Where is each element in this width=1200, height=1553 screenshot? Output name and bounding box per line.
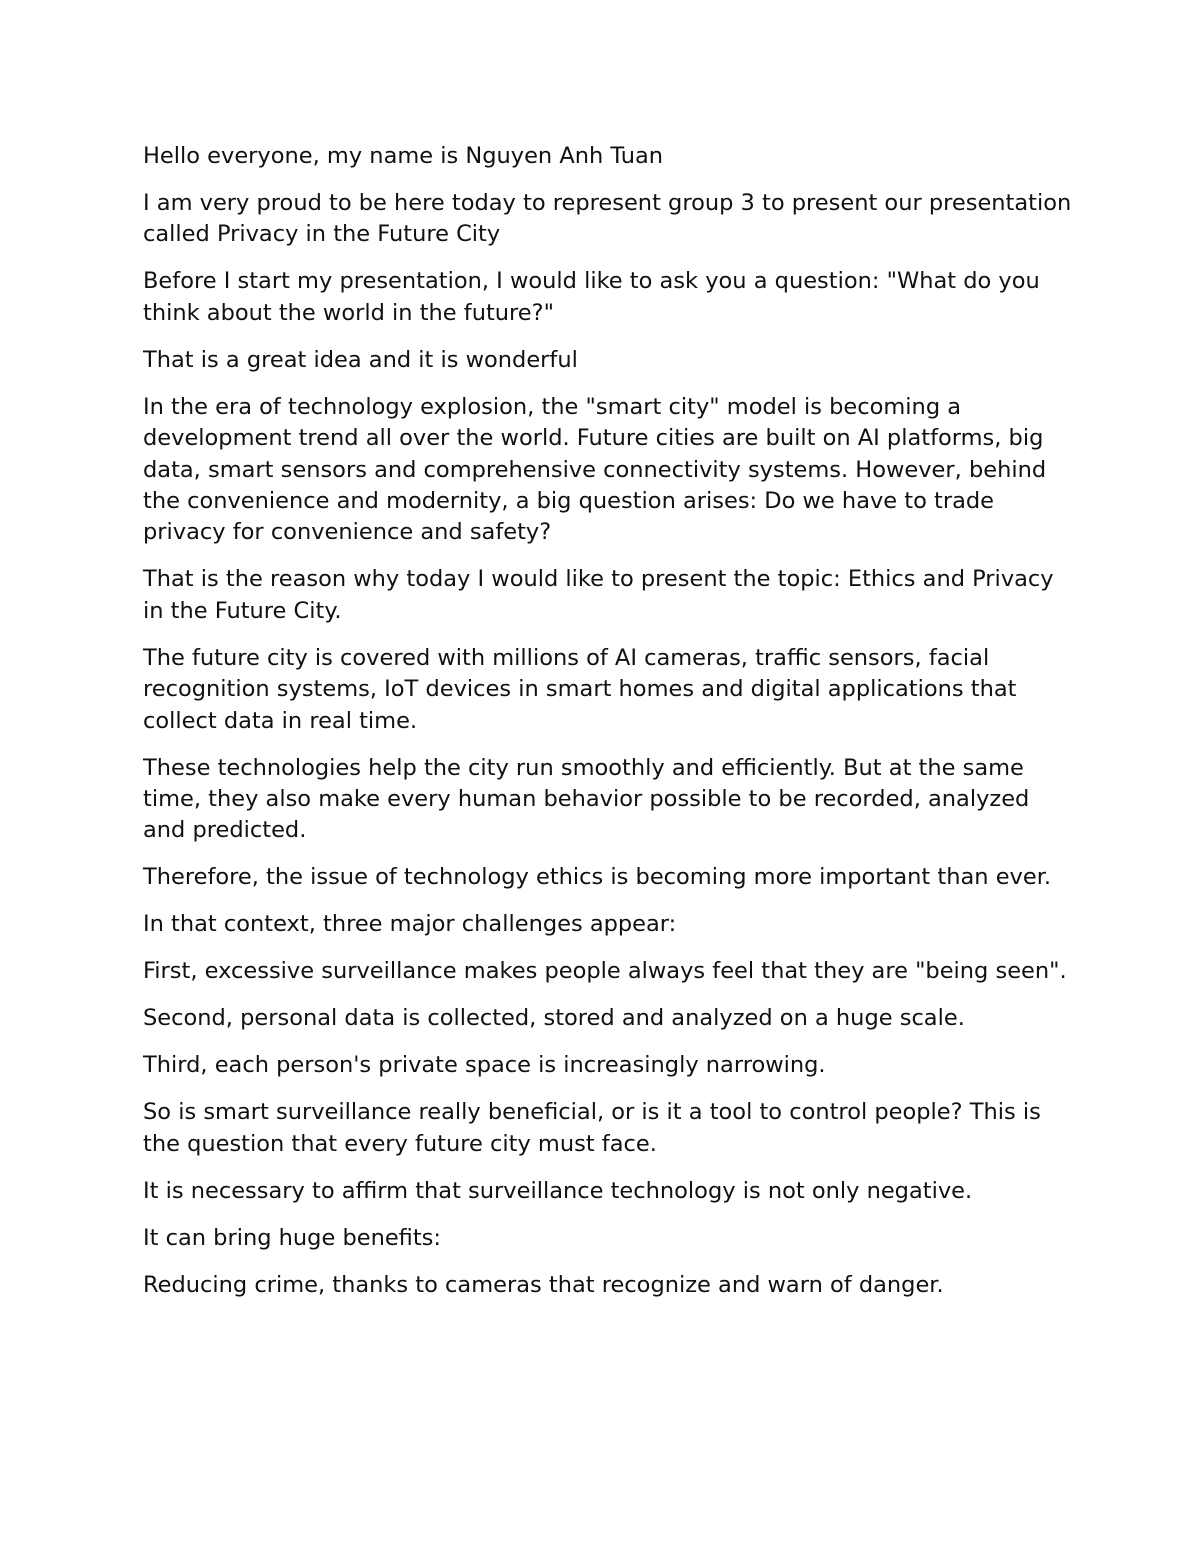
paragraph-benefit-crime: Reducing crime, thanks to cameras that recognize and warn of danger. — [143, 1271, 944, 1298]
paragraph-question: Before I start my presentation, I would like to ask you a question: "What do you think about the world in the future?" — [143, 268, 1040, 326]
paragraph-challenge-third: Third, each person's private space is increasingly narrowing. — [143, 1052, 826, 1079]
paragraph-technology-effects: These technologies help the city run smoothly and efficiently. But at the same time, they also make every human behavior possible to be recorded, analyzed and predicted. — [143, 754, 1030, 844]
paragraph-smart-city-context: In the era of technology explosion, the "smart city" model is becoming a development trend all over the world. Future cities are built on AI platforms, big data, smart sensors and comprehensive connectivity systems. However, behind the convenience and modernity, a big question arises: Do we have to trade privacy for convenience and safety? — [143, 393, 1047, 546]
paragraph-challenge-first: First, excessive surveillance makes people always feel that they are "being seen". — [143, 958, 1067, 985]
document-body — [143, 141, 1073, 1317]
paragraph-surveillance-question: So is smart surveillance really beneficial, or is it a tool to control people? This is the question that every future city must face. — [143, 1099, 1041, 1157]
paragraph-challenge-second: Second, personal data is collected, stored and analyzed on a huge scale. — [143, 1005, 965, 1032]
paragraph-affirmation: It is necessary to affirm that surveillance technology is not only negative. — [143, 1177, 973, 1204]
paragraph-greeting: Hello everyone, my name is Nguyen Anh Tuan — [143, 143, 664, 169]
paragraph-response: That is a great idea and it is wonderful — [143, 346, 578, 373]
paragraph-ethics-importance: Therefore, the issue of technology ethics is becoming more important than ever. — [143, 864, 1052, 891]
paragraph-topic: That is the reason why today I would like to present the topic: Ethics and Privacy in the Future City. — [143, 566, 1054, 624]
paragraph-future-city-technology: The future city is covered with millions of AI cameras, traffic sensors, facial recognition systems, IoT devices in smart homes and digital applications that collect data in real time. — [143, 644, 1017, 734]
paragraph-challenges-intro: In that context, three major challenges appear: — [143, 911, 677, 938]
paragraph-introduction: I am very proud to be here today to represent group 3 to present our presentation called Privacy in the Future City — [143, 190, 1072, 248]
paragraph-benefits-intro: It can bring huge benefits: — [143, 1224, 441, 1251]
